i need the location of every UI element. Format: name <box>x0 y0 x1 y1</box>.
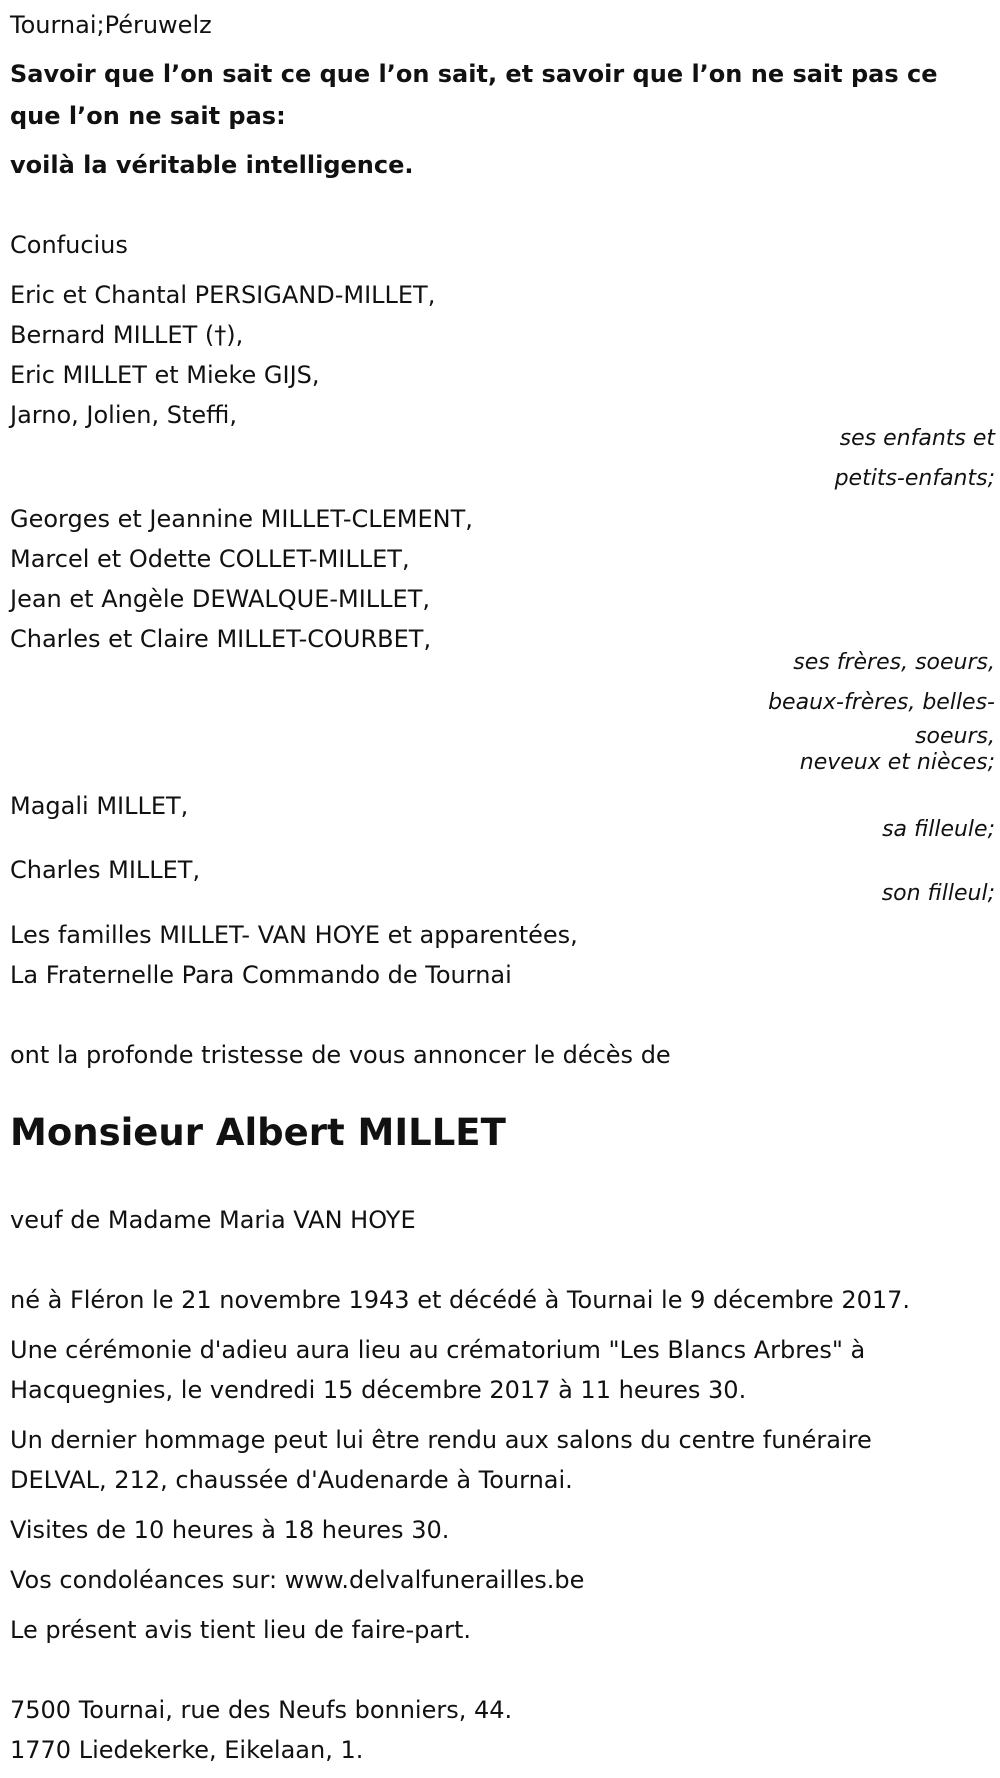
family-line: Jean et Angèle DEWALQUE-MILLET, <box>10 585 430 613</box>
relation-label: soeurs, <box>915 724 995 749</box>
family-line: Jarno, Jolien, Steffi, <box>10 401 237 429</box>
address-line: 1770 Liedekerke, Eikelaan, 1. <box>10 1736 364 1764</box>
quote-line-2: que l’on ne sait pas: <box>10 102 286 130</box>
address-line: 7500 Tournai, rue des Neufs bonniers, 44. <box>10 1696 513 1724</box>
family-line: Eric MILLET et Mieke GIJS, <box>10 361 320 389</box>
announcement-text: ont la profonde tristesse de vous annoncer le décès de <box>10 1041 671 1069</box>
birth-death-text: né à Fléron le 21 novembre 1943 et décédé à Tournai le 9 décembre 2017. <box>10 1286 911 1314</box>
family-line: Marcel et Odette COLLET-MILLET, <box>10 545 410 573</box>
family-line: Magali MILLET, <box>10 792 189 820</box>
family-line: Eric et Chantal PERSIGAND-MILLET, <box>10 281 436 309</box>
relation-label: son filleul; <box>881 881 995 906</box>
family-line: Charles et Claire MILLET-COURBET, <box>10 625 432 653</box>
condolences-text: Vos condoléances sur: www.delvalfunerailles.be <box>10 1566 585 1594</box>
relation-label: sa filleule; <box>882 817 995 842</box>
family-line: Charles MILLET, <box>10 856 201 884</box>
homage-line: DELVAL, 212, chaussée d'Audenarde à Tournai. <box>10 1466 573 1494</box>
relation-label: neveux et nièces; <box>799 750 995 775</box>
quote-line-3: voilà la véritable intelligence. <box>10 151 414 179</box>
homage-line: Un dernier hommage peut lui être rendu aux salons du centre funéraire <box>10 1426 872 1454</box>
widower-text: veuf de Madame Maria VAN HOYE <box>10 1206 416 1234</box>
relation-label: beaux-frères, belles- <box>768 690 995 715</box>
notice-text: Le présent avis tient lieu de faire-part. <box>10 1616 472 1644</box>
quote-author: Confucius <box>10 231 128 259</box>
location-text: Tournai;Péruwelz <box>10 11 212 39</box>
quote-line-1: Savoir que l’on sait ce que l’on sait, et savoir que l’on ne sait pas ce <box>10 60 938 88</box>
ceremony-line: Une cérémonie d'adieu aura lieu au crématorium "Les Blancs Arbres" à <box>10 1336 866 1364</box>
family-line: Les familles MILLET- VAN HOYE et apparentées, <box>10 921 578 949</box>
deceased-name: Monsieur Albert MILLET <box>10 1111 506 1154</box>
visits-text: Visites de 10 heures à 18 heures 30. <box>10 1516 450 1544</box>
relation-label: ses enfants et <box>839 426 995 451</box>
family-line: La Fraternelle Para Commando de Tournai <box>10 961 512 989</box>
ceremony-line: Hacquegnies, le vendredi 15 décembre 2017 à 11 heures 30. <box>10 1376 747 1404</box>
family-line: Georges et Jeannine MILLET-CLEMENT, <box>10 505 473 533</box>
relation-label: ses frères, soeurs, <box>793 650 995 675</box>
family-line: Bernard MILLET (†), <box>10 321 244 349</box>
relation-label: petits-enfants; <box>834 466 995 491</box>
